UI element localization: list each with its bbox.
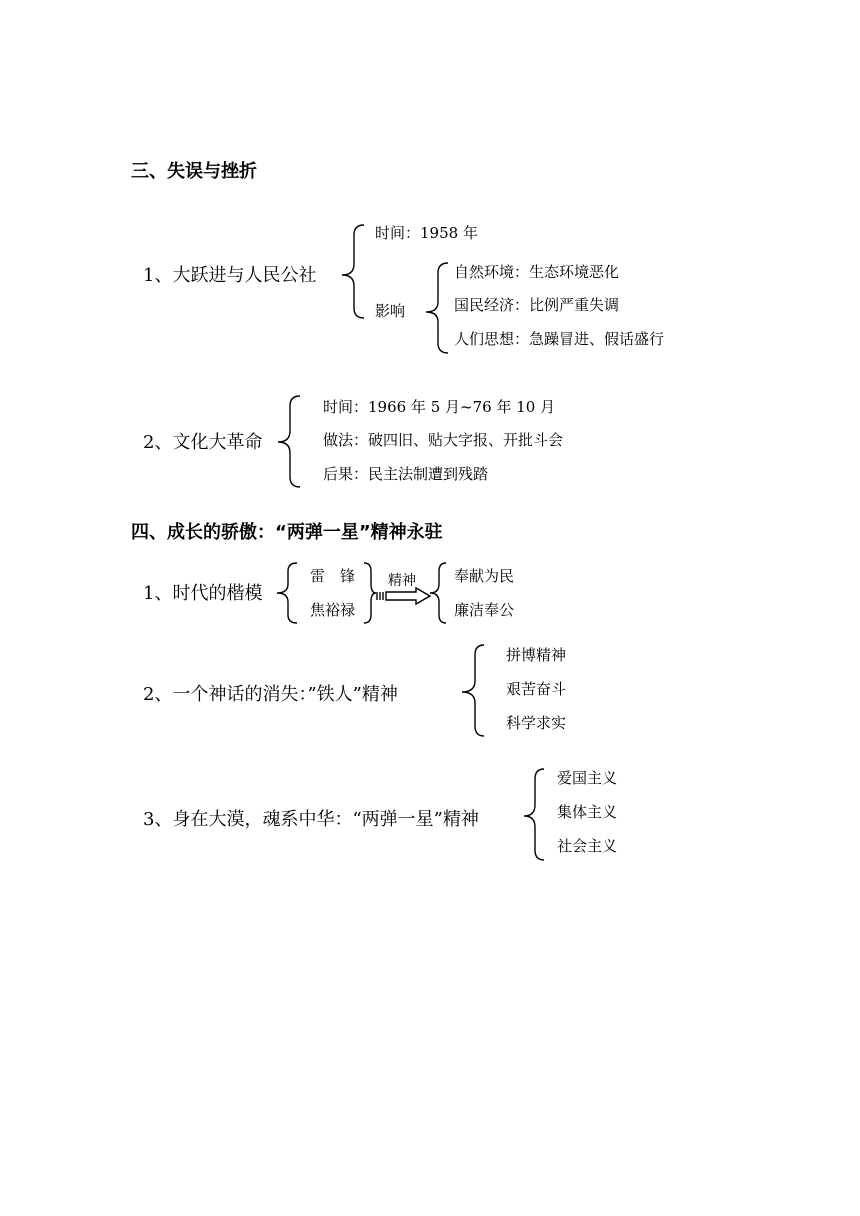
arrow-label-spirit: 精神 — [388, 573, 416, 589]
impact-thought: 人们思想：急躁冒进、假话盛行 — [454, 330, 665, 348]
bomb-spirit-collectivism: 集体主义 — [557, 803, 618, 821]
iron-spirit-science: 科学求实 — [506, 714, 567, 732]
brace-role-models — [275, 562, 301, 624]
brace-impacts — [424, 262, 454, 354]
iron-spirit-hardwork: 艰苦奋斗 — [506, 680, 567, 698]
section3-heading: 三、失误与挫折 — [131, 161, 257, 182]
iron-spirit-striving: 拼博精神 — [506, 646, 567, 664]
brace-spirits — [428, 562, 450, 624]
model-jiaoyulu: 焦裕禄 — [310, 601, 356, 619]
item-iron-man-label: 2、一个神话的消失：”铁人”精神 — [143, 684, 398, 705]
brace-great-leap — [340, 224, 370, 319]
brace-cultural-revolution — [276, 395, 306, 489]
great-leap-impact-label: 影响 — [375, 302, 406, 320]
item-role-models-label: 1、时代的楷模 — [143, 583, 263, 604]
item-great-leap-label: 1、大跃进与人民公社 — [143, 265, 317, 286]
impact-economy: 国民经济：比例严重失调 — [454, 296, 620, 314]
bomb-spirit-socialism: 社会主义 — [557, 837, 618, 855]
section4-heading: 四、成长的骄傲：“两弹一星”精神永驻 — [131, 522, 443, 543]
item-cultural-revolution-label: 2、文化大革命 — [143, 432, 263, 453]
great-leap-time: 时间：1958 年 — [375, 224, 478, 242]
cr-time: 时间：1966 年 5 月~76 年 10 月 — [323, 398, 556, 416]
spirit-dedication: 奉献为民 — [454, 567, 515, 585]
impact-nature: 自然环境：生态环境恶化 — [454, 263, 620, 281]
spirit-integrity: 廉洁奉公 — [454, 601, 515, 619]
cr-result: 后果：民主法制遭到残踏 — [323, 465, 489, 483]
bomb-spirit-patriotism: 爱国主义 — [557, 769, 618, 787]
model-leifeng: 雷 锋 — [310, 567, 356, 585]
cr-method: 做法：破四旧、贴大字报、开批斗会 — [323, 431, 564, 449]
item-two-bombs-label: 3、身在大漠，魂系中华：“两弹一星”精神 — [143, 809, 479, 830]
brace-iron-man — [460, 644, 488, 738]
brace-two-bombs — [522, 768, 548, 862]
block-arrow-icon — [376, 586, 432, 606]
